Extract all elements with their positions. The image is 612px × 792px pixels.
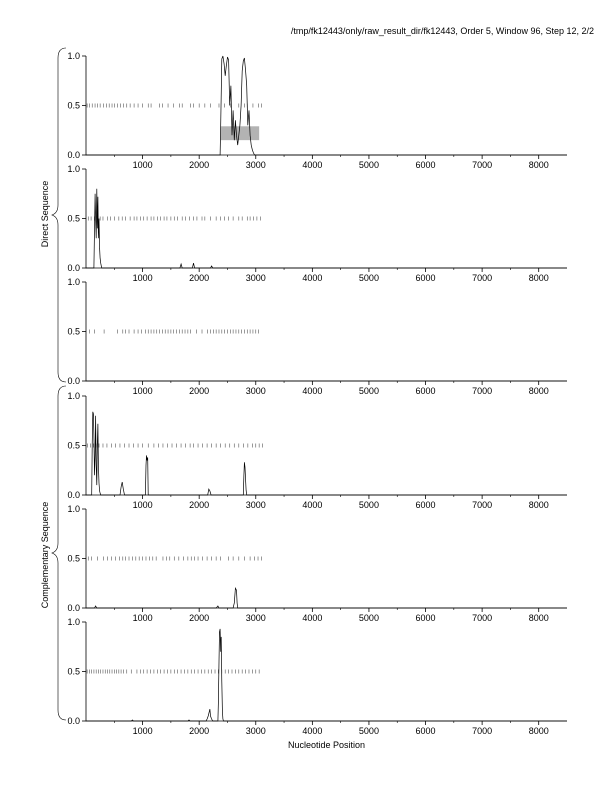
y-tick-label: 0.0 <box>67 150 80 160</box>
x-tick-label: 8000 <box>528 500 549 510</box>
x-tick-label: 1000 <box>132 500 153 510</box>
x-tick-label: 4000 <box>302 386 323 396</box>
x-tick-label: 5000 <box>358 500 379 510</box>
x-tick-label: 8000 <box>528 386 549 396</box>
x-tick-label: 2000 <box>189 726 210 736</box>
panel-4 <box>67 391 567 510</box>
x-tick-label: 3000 <box>245 500 266 510</box>
y-tick-label: 1.0 <box>67 617 80 627</box>
x-tick-label: 1000 <box>132 726 153 736</box>
group-label-direct: Direct Sequence <box>40 180 50 248</box>
panel-3 <box>67 277 567 396</box>
brace-complementary <box>52 386 66 720</box>
x-tick-label: 2000 <box>189 386 210 396</box>
group-label-complementary: Complementary Sequence <box>40 501 50 609</box>
x-tick-label: 8000 <box>528 613 549 623</box>
y-tick-label: 0.0 <box>67 603 80 613</box>
x-tick-label: 5000 <box>358 613 379 623</box>
x-tick-label: 2000 <box>189 273 210 283</box>
x-tick-label: 6000 <box>415 273 436 283</box>
x-tick-label: 7000 <box>472 386 493 396</box>
y-tick-label: 1.0 <box>67 504 80 514</box>
x-tick-label: 2000 <box>189 500 210 510</box>
x-tick-label: 1000 <box>132 160 153 170</box>
x-tick-label: 3000 <box>245 386 266 396</box>
y-tick-label: 0.0 <box>67 716 80 726</box>
x-tick-label: 3000 <box>245 273 266 283</box>
x-tick-label: 4000 <box>302 613 323 623</box>
x-tick-label: 6000 <box>415 386 436 396</box>
x-tick-label: 4000 <box>302 726 323 736</box>
x-tick-label: 7000 <box>472 160 493 170</box>
y-tick-label: 0.0 <box>67 490 80 500</box>
y-tick-label: 0.5 <box>67 666 80 677</box>
x-tick-label: 1000 <box>132 273 153 283</box>
series-line <box>86 189 567 268</box>
x-tick-label: 3000 <box>245 613 266 623</box>
y-tick-label: 0.0 <box>67 376 80 386</box>
x-tick-label: 6000 <box>415 613 436 623</box>
y-tick-label: 0.5 <box>67 213 80 224</box>
x-tick-label: 7000 <box>472 273 493 283</box>
series-line <box>86 588 567 608</box>
x-tick-label: 4000 <box>302 273 323 283</box>
y-tick-label: 1.0 <box>67 391 80 401</box>
x-tick-label: 5000 <box>358 273 379 283</box>
y-tick-label: 1.0 <box>67 277 80 287</box>
x-tick-label: 1000 <box>132 613 153 623</box>
y-tick-label: 0.5 <box>67 326 80 337</box>
x-tick-label: 8000 <box>528 273 549 283</box>
panel-1 <box>67 51 567 170</box>
y-tick-label: 0.5 <box>67 440 80 451</box>
y-tick-label: 0.0 <box>67 263 80 273</box>
x-tick-label: 8000 <box>528 726 549 736</box>
panels-group <box>67 51 567 736</box>
panel-5 <box>67 504 567 623</box>
x-tick-label: 3000 <box>245 726 266 736</box>
x-tick-label: 1000 <box>132 386 153 396</box>
x-tick-label: 7000 <box>472 726 493 736</box>
panel-6 <box>67 617 567 736</box>
series-line <box>86 56 567 155</box>
x-tick-label: 6000 <box>415 726 436 736</box>
x-tick-label: 5000 <box>358 160 379 170</box>
x-tick-label: 5000 <box>358 726 379 736</box>
y-tick-label: 1.0 <box>67 164 80 174</box>
series-line <box>86 629 567 721</box>
x-tick-label: 3000 <box>245 160 266 170</box>
brace-direct <box>52 48 66 382</box>
x-tick-label: 5000 <box>358 386 379 396</box>
x-tick-label: 6000 <box>415 500 436 510</box>
x-tick-label: 7000 <box>472 500 493 510</box>
x-tick-label: 4000 <box>302 160 323 170</box>
x-tick-label: 7000 <box>472 613 493 623</box>
x-tick-label: 8000 <box>528 160 549 170</box>
y-tick-label: 1.0 <box>67 51 80 61</box>
x-tick-label: 6000 <box>415 160 436 170</box>
series-line <box>86 412 567 495</box>
x-axis-label: Nucleotide Position <box>287 740 366 750</box>
panel-2 <box>67 164 567 283</box>
y-tick-label: 0.5 <box>67 100 80 111</box>
y-tick-label: 0.5 <box>67 553 80 564</box>
x-tick-label: 2000 <box>189 613 210 623</box>
x-tick-label: 2000 <box>189 160 210 170</box>
highlight-region <box>221 126 259 140</box>
x-tick-label: 4000 <box>302 500 323 510</box>
figure-title: /tmp/fk12443/only/raw_result_dir/fk12443, Order 5, Window 96, Step 12, 2/2 <box>290 26 594 36</box>
